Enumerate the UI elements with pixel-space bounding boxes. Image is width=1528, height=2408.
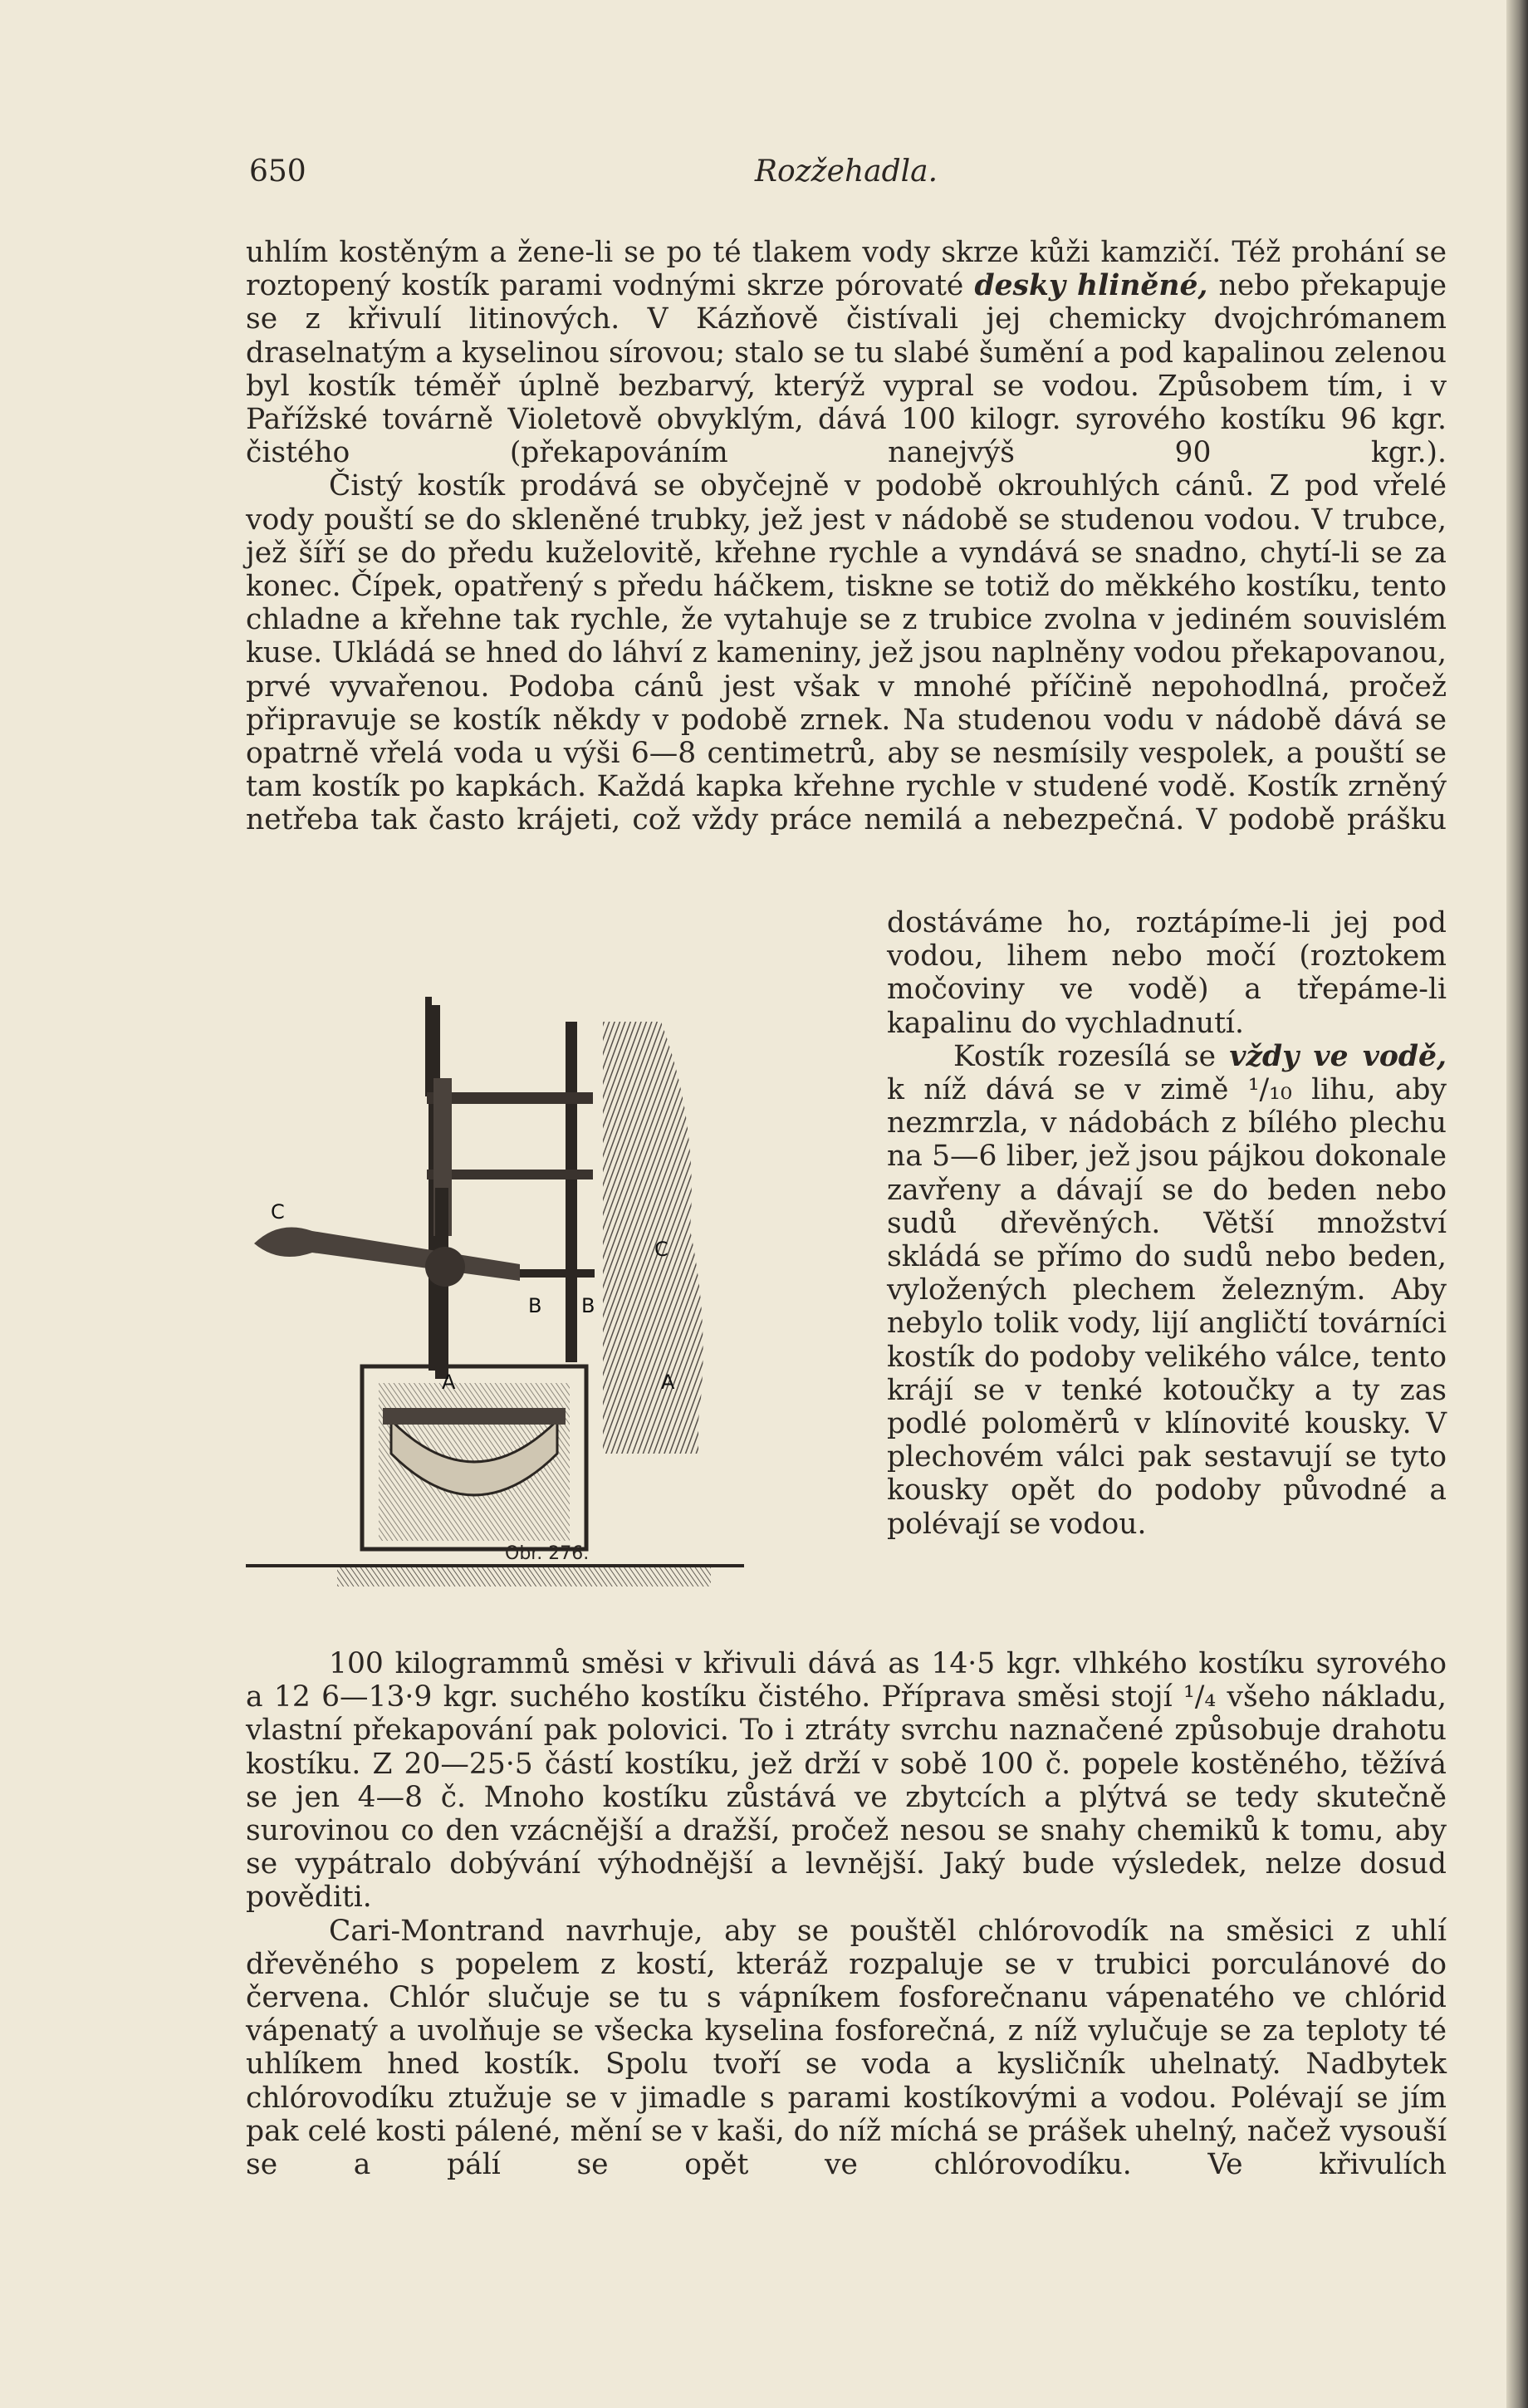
paragraph-2: Čistý kostík prodává se obyčejně v podobě okrouhlých cánů. Z pod vřelé vody pouští se do skleněné trubky, jež jest v nádobě se studenou vodou. V trubce, jež šíří se do předu kuželovitě, křehne rychle a vyndává se snadno, chytí-li se za konec. Čípek, opatřený s předu háčkem, tiskne se totiž do měkkého kostíku, tento chladne a křehne tak rychle, že vytahuje se z trubice zvolna v jediném souvislém kuse. Ukládá se hned do láhví z kameniny, jež jsou naplněny vodou překapovanou, prvé vyvařenou. Podoba cánů jest však v mnohé příčině nepohodlná, pročež připravuje se kostík někdy v podobě zrnek. Na studenou vodu v nádobě dává se opatrně vřelá voda u výši 6—8 centimetrů, aby se nesmísily vespolek, a pouští se tam kostík po kapkách. Každá kapka křehne rychle v studené vodě. Kostík zrněný netřeba tak často krájeti, což vždy práce nemilá a nebezpečná. V podobě prášku [246,469,1447,837]
emphasis-vzdy: vždy ve vodě, [1229,1039,1447,1073]
press-apparatus-illustration [246,955,744,1587]
label-a-left: A [442,1371,456,1394]
top-text-block [246,236,1447,837]
label-b-left: B [528,1294,542,1317]
right-paragraph-2: Kostík rozesílá se vždy ve vodě, k níž dává se v zimě ¹/₁₀ lihu, aby nezmrzla, v nádobách z bílého plechu na 5—6 liber, jež jsou pájkou dokonale zavřeny a dávají se do beden nebo sudů dřevěných. Větší množství skládá se přímo do sudů nebo beden, vyložených plechem železným. Aby nebylo tolik vody, lijí angličtí továrníci kostík do podoby velikého válce, tento krájí se v tenké kotoučky a ty zas podlé poloměrů v klínovité kousky. V plechovém válci pak sestavují se tyto kousky opět do podoby původné a polévají se vodou. [887,1039,1447,1541]
page-edge-shadow [1506,0,1528,2408]
bottom-text-block [246,1647,1447,2181]
figure-276 [246,955,744,1587]
paragraph-1: uhlím kostěným a žene-li se po té tlakem vody skrze kůži kamzičí. Též prohání se roztopený kostík parami vodnými skrze pórovaté desky hliněné, nebo překapuje se z křivulí litinových. V Kázňově čistívali jej chemicky dvojchrómanem draselnatým a kyselinou sírovou; stalo se tu slabé šumění a pod kapalinou zelenou byl kostík téměř úplně bezbarvý, kterýž vypral se vodou. Způsobem tím, i v Pařížské továrně Violetově obvyklým, dává 100 kilogr. syrového kostíku 96 kgr. čistého (překapováním nanejvýš 90 kgr.). [246,236,1447,470]
paragraph-3: 100 kilogrammů směsi v křivuli dává as 14·5 kgr. vlhkého kostíku syrového a 12 6—13·9 kgr. suchého kostíku čistého. Příprava směsi stojí ¹/₄ všeho nákladu, vlastní překapování pak polovici. To i ztráty svrchu naznačené způsobuje drahotu kostíku. Z 20—25·5 částí kostíku, jež drží v sobě 100 č. popele kostěného, těžívá se jen 4—8 č. Mnoho kostíku zůstává ve zbytcích a plýtvá se tedy skutečně surovinou co den vzácnější a dražší, pročež nesou se snahy chemiků k tomu, aby se vypátralo dobývání výhodnější a levnější. Jaký bude výsledek, nelze dosud pověditi. [246,1647,1447,1915]
right-column-text [887,906,1447,1541]
label-c-left: C [271,1200,285,1224]
running-title: Rozžehadla. [754,154,938,189]
label-b-right: B [581,1294,595,1317]
figure-caption: Obr. 276. [505,1543,590,1564]
page-header [246,154,1447,196]
emphasis-desky: desky hliněné, [974,269,1208,303]
book-page [246,0,1447,2408]
label-a-right: A [661,1371,675,1394]
label-c-right: C [654,1238,668,1261]
paragraph-4: Cari-Montrand navrhuje, aby se pouštěl chlórovodík na směsici z uhlí dřevěného s popelem z kostí, kteráž rozpaluje se v trubici porculánové do červena. Chlór slučuje se tu s vápníkem fosforečnanu vápenatého ve chlórid vápenatý a uvolňuje se všecka kyselina fosforečná, z níž vylučuje se za teploty té uhlíkem hned kostík. Spolu tvoří se voda a kysličník uhelnatý. Nadbytek chlórovodíku ztužuje se v jimadle s parami kostíkovými a vodou. Polévají se jím pak celé kosti pálené, mění se v kaši, do níž míchá se prášek uhelný, načež vysouší se a pálí se opět ve chlórovodíku. Ve křivulích [246,1914,1447,2182]
page-number: 650 [249,154,306,189]
right-paragraph-1: dostáváme ho, roztápíme-li jej pod vodou, lihem nebo močí (roztokem močoviny ve vodě) a třepáme-li kapalinu do vychladnutí. [887,906,1447,1040]
